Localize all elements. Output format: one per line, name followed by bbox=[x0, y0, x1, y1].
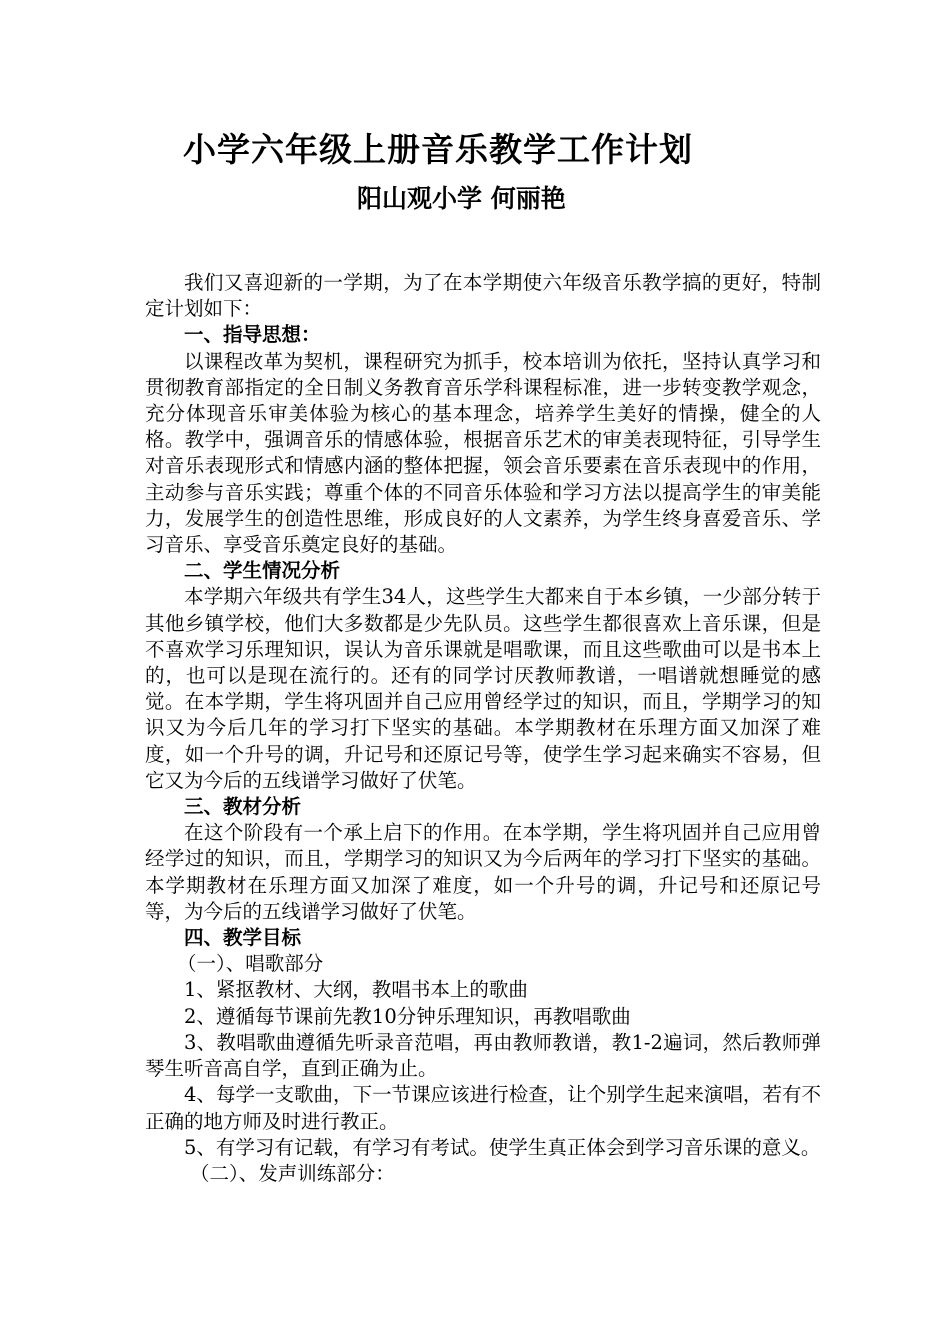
list-item: 4、每学一支歌曲，下一节课应该进行检查，让个别学生起来演唱，若有不正确的地方师及时进行教正。 bbox=[145, 1083, 821, 1133]
list-item: 2、遵循每节课前先教10分钟乐理知识，再教唱歌曲 bbox=[184, 1004, 631, 1028]
list-item: 1、紧抠教材、大纲，教唱书本上的歌曲 bbox=[184, 978, 528, 1002]
subsection-label-singing: （一）、唱歌部分 bbox=[177, 952, 324, 976]
document-title: 小学六年级上册音乐教学工作计划 bbox=[183, 130, 693, 169]
section-heading-student-analysis: 二、学生情况分析 bbox=[184, 559, 341, 583]
list-item: 3、教唱歌曲遵循先听录音范唱，再由教师教谱，教1-2遍词，然后教师弹琴生听音高自学，直到正确为止。 bbox=[145, 1030, 821, 1081]
section-heading-guiding-ideology: 一、指导思想： bbox=[184, 323, 321, 347]
document-body bbox=[145, 270, 821, 1187]
section-paragraph-guiding-ideology: 以课程改革为契机，课程研究为抓手，校本培训为依托，坚持认真学习和贯彻教育部指定的全日制义务教育音乐学科课程标准，进一步转变教学观念，充分体现音乐审美体验为核心的基本理念，培养学生美好的情操，健全的人格。教学中，强调音乐的情感体验，根据音乐艺术的审美表现特征，引导学生对音乐表现形式和情感内涵的整体把握，领会音乐要素在音乐表现中的作用，主动参与音乐实践；尊重个体的不同音乐体验和学习方法以提高学生的审美能力，发展学生的创造性思维，形成良好的人文素养，为学生终身喜爱音乐、学习音乐、享受音乐奠定良好的基础。 bbox=[145, 349, 821, 557]
section-heading-textbook-analysis: 三、教材分析 bbox=[184, 795, 302, 819]
author-line: 阳山观小学 何丽艳 bbox=[357, 184, 566, 213]
section-paragraph-textbook-analysis: 在这个阶段有一个承上启下的作用。在本学期，学生将巩固并自己应用曾经学过的知识，而且，学期学习的知识又为今后两年的学习打下坚实的基础。本学期教材在乐理方面又加深了难度，如一个升号的调，升记号和还原记号等，为今后的五线谱学习做好了伏笔。 bbox=[145, 821, 821, 923]
section-heading-teaching-goals: 四、教学目标 bbox=[184, 926, 302, 950]
list-item: 5、有学习有记载，有学习有考试。使学生真正体会到学习音乐课的意义。 bbox=[184, 1135, 821, 1159]
subsection-label-vocal-training: （二）、发声训练部分： bbox=[190, 1161, 395, 1185]
intro-paragraph: 我们又喜迎新的一学期，为了在本学期使六年级音乐教学搞的更好，特制定计划如下： bbox=[145, 271, 821, 321]
section-paragraph-student-analysis: 本学期六年级共有学生34人，这些学生大都来自于本乡镇，一少部分转于其他乡镇学校，他们大多数都是少先队员。这些学生都很喜欢上音乐课，但是不喜欢学习乐理知识，误认为音乐课就是唱歌课，而且这些歌曲可以是书本上的，也可以是现在流行的。还有的同学讨厌教师教谱，一唱谱就想睡觉的感觉。在本学期，学生将巩固并自己应用曾经学过的知识，而且，学期学习的知识又为今后几年的学习打下坚实的基础。本学期教材在乐理方面又加深了难度，如一个升号的调，升记号和还原记号等，使学生学习起来确实不容易，但它又为今后的五线谱学习做好了伏笔。 bbox=[145, 585, 821, 792]
